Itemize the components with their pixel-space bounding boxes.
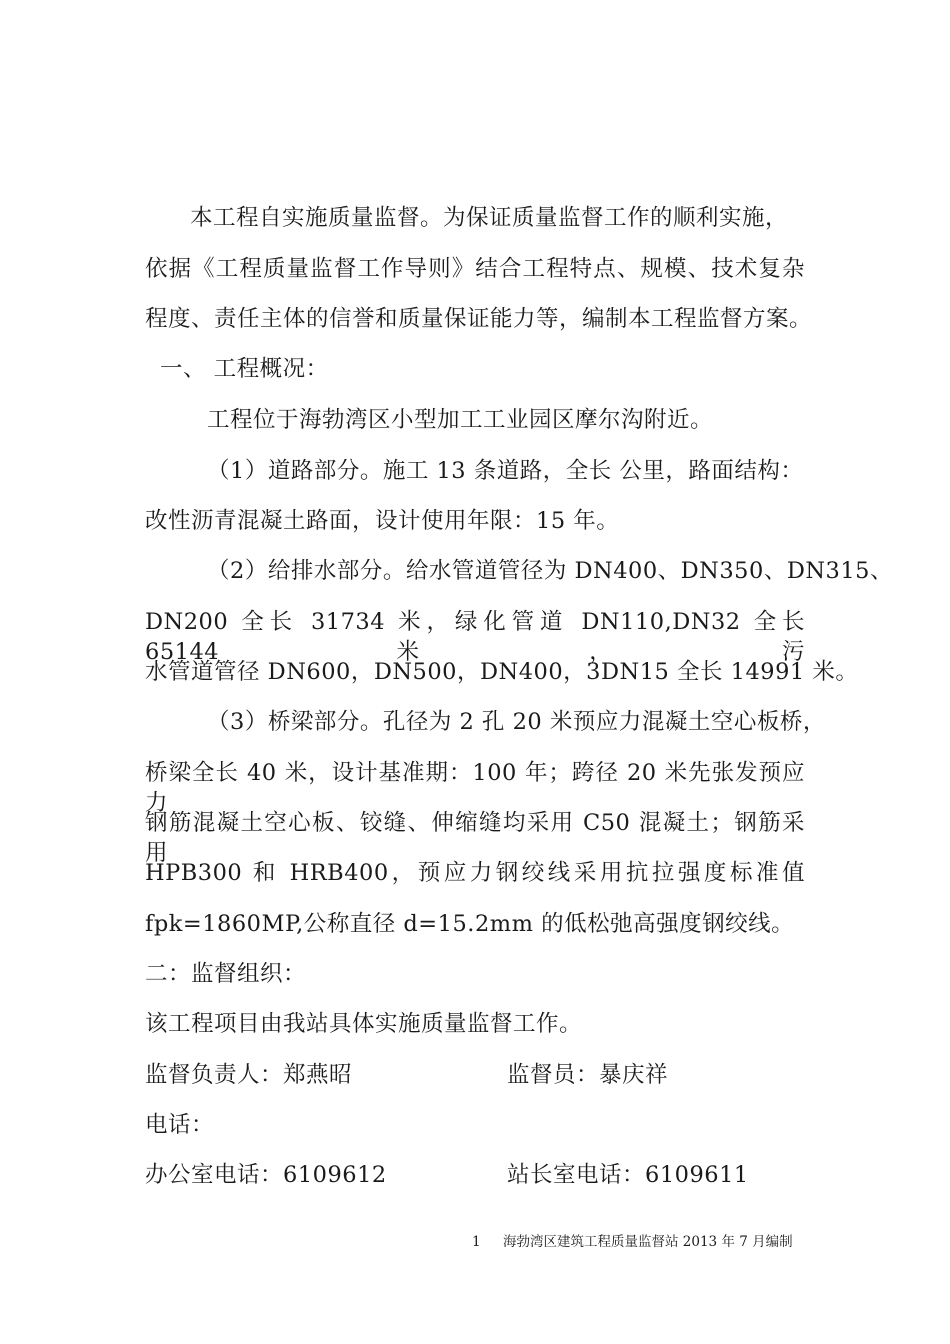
bridge-line-1: （3）桥梁部分。孔径为 2 孔 20 米预应力混凝土空心板桥， bbox=[207, 709, 826, 735]
road-line-1: （1）道路部分。施工 13 条道路，全长 公里，路面结构： bbox=[207, 458, 804, 484]
bridge-line-3: 钢筋混凝土空心板、铰缝、伸缩缝均采用 C50 混凝土；钢筋采用 bbox=[145, 810, 805, 866]
footer-page-number: 1 bbox=[472, 1234, 481, 1250]
bridge-line-2: 桥梁全长 40 米，设计基准期：100 年；跨径 20 米先张发预应力 bbox=[145, 760, 805, 816]
water-line-3: 水管道管径 DN600，DN500，DN400，3DN15 全长 14991 米。 bbox=[145, 659, 859, 685]
phone-label: 电话： bbox=[145, 1112, 215, 1138]
organization-statement: 该工程项目由我站具体实施质量监督工作。 bbox=[145, 1011, 583, 1037]
bridge-line-5: fpk=1860MP,公称直径 d=15.2mm 的低松弛高强度钢绞线。 bbox=[145, 911, 795, 937]
intro-line-2: 依据《工程质量监督工作导则》结合工程特点、规模、技术复杂 bbox=[145, 256, 805, 282]
bridge-line-4: HPB300 和 HRB400，预应力钢绞线采用抗拉强度标准值 bbox=[145, 860, 805, 886]
section-heading-organization: 二：监督组织： bbox=[145, 961, 307, 987]
water-line-1: （2）给排水部分。给水管道管径为 DN400、DN350、DN315、 bbox=[207, 558, 893, 584]
footer-text: 海勃湾区建筑工程质量监督站 2013 年 7 月编制 bbox=[503, 1234, 793, 1250]
project-location: 工程位于海勃湾区小型加工工业园区摩尔沟附近。 bbox=[207, 407, 714, 433]
director-phone: 站长室电话：6109611 bbox=[507, 1162, 749, 1188]
intro-line-1: 本工程自实施质量监督。为保证质量监督工作的顺利实施， bbox=[190, 205, 789, 231]
intro-line-3: 程度、责任主体的信誉和质量保证能力等，编制本工程监督方案。 bbox=[145, 306, 813, 332]
office-phone: 办公室电话：6109612 bbox=[145, 1162, 387, 1188]
section-heading-overview: 一、 工程概况： bbox=[160, 356, 329, 382]
water-line-2: DN200 全长 31734 米，绿化管道 DN110,DN32 全长 65144 米，污 bbox=[145, 609, 805, 665]
supervisor-lead: 监督负责人：郑燕昭 bbox=[145, 1062, 353, 1088]
supervisor: 监督员：暴庆祥 bbox=[507, 1062, 669, 1088]
road-line-2: 改性沥青混凝土路面，设计使用年限：15 年。 bbox=[145, 508, 620, 534]
